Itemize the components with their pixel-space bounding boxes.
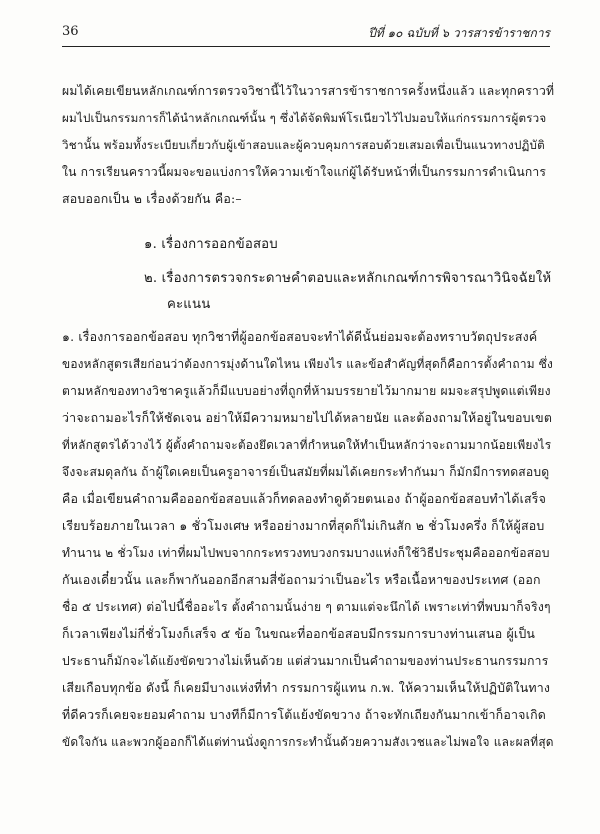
- paragraph-2-line: ของหลักสูตรเสียก่อนว่าต้องการมุ่งด้านใดไหน เพียงไร และข้อสำคัญที่สุดก็คือการตั้งคำถาม ซึ่ง: [62, 357, 553, 371]
- header-rule: [62, 46, 550, 47]
- paragraph-2-line: ก็เวลาเพียงไม่กี่ชั่วโมงก็เสร็จ ๕ ข้อ ในขณะที่ออกข้อสอบมีกรรมการบางท่านเสนอ ผู้เป็น: [62, 626, 536, 641]
- paragraph-2-line: เสียเกือบทุกข้อ ดังนี้ ก็เคยมีบางแห่งที่ทำ กรรมการผู้แทน ก.พ. ให้ความเห็นให้ปฏิบัติในทาง: [62, 680, 551, 695]
- paragraph-2-line: ๑. เรื่องการออกข้อสอบ ทุกวิชาที่ผู้ออกข้อสอบจะทำได้ดีนั้นย่อมจะต้องทราบวัตถุประสงค์: [62, 329, 538, 344]
- page-number: 36: [62, 24, 79, 39]
- paragraph-2-line: คือ เมื่อเขียนคำถามคือออกข้อสอบแล้วก็ทดลองทำดูด้วยตนเอง ถ้าผู้ออกข้อสอบทำได้เสร็จ: [62, 491, 547, 506]
- running-head: ปีที่ ๑๐ ฉบับที่ ๖ วารสารข้าราชการ: [368, 26, 550, 40]
- paragraph-2-line: เรียบร้อยภายในเวลา ๑ ชั่วโมงเศษ หรืออย่างมากที่สุดก็ไม่เกินสัก ๒ ชั่วโมงครึ่ง ก็ให้ผู้สอบ: [62, 518, 545, 533]
- paragraph-2-line: จึงจะสมดุลกัน ถ้าผู้ใดเคยเป็นครูอาจารย์เป็นสมัยที่ผมได้เคยกระทำกันมา ก็มักมีการทดสอบดู: [62, 465, 550, 479]
- paragraph-1-line: ผมได้เคยเขียนหลักเกณฑ์การตรวจวิชานี้ไว้ในวารสารข้าราชการครั้งหนึ่งแล้ว และทุกคราวที่: [62, 84, 555, 98]
- paragraph-1-line: สอบออกเป็น ๒ เรื่องด้วยกัน คือ:–: [62, 191, 242, 206]
- paragraph-1-line: วิชานั้น พร้อมทั้งระเบียบเกี่ยวกับผู้เข้าสอบและผู้ควบคุมการสอบด้วยเสมอเพื่อเป็นแนวทางปฏิบัติ: [62, 138, 545, 152]
- paragraph-2-line: กันเองเดี๋ยวนั้น และก็พากันออกอีกสามสี่ข้อถามว่าเป็นอะไร หรือเนื้อหาของประเทศ (ออก: [62, 572, 541, 587]
- paragraph-1-line: ผมไปเป็นกรรมการก็ได้นำหลักเกณฑ์นั้น ๆ ซึ่งได้จัดพิมพ์โรเนียวไว้ไปมอบให้แก่กรรมการผู้ตรวจ: [62, 111, 547, 125]
- paragraph-1-line: ใน การเรียนคราวนี้ผมจะขอแบ่งการให้ความเข้าใจแก่ผู้ได้รับหน้าที่เป็นกรรมการดำเนินการ: [62, 165, 547, 179]
- paragraph-2-line: ชื่อ ๕ ประเทศ) ต่อไปนี้ชื่ออะไร ตั้งคำถามนั้นง่าย ๆ ตามแต่จะนึกได้ เพราะเท่าที่พบมาก็จริงๆ: [62, 600, 551, 614]
- paragraph-2-line: ทำนาน ๒ ชั่วโมง เท่าที่ผมไปพบจากกระทรวงทบวงกรมบางแห่งก็ใช้วิธีประชุมคือออกข้อสอบ: [62, 546, 550, 560]
- page-header: [62, 24, 550, 46]
- topic-item-2: ๒. เรื่องการตรวจกระดาษคำตอบและหลักเกณฑ์การพิจารณาวินิจฉัยให้: [144, 271, 552, 286]
- paragraph-2-line: ตามหลักของทางวิชาครูแล้วก็มีแบบอย่างที่ถูกที่ห้ามบรรยายไว้มากมาย ผมจะสรุปพูดแต่เพียง: [62, 384, 551, 398]
- paragraph-2-line: ว่าจะถามอะไรก็ให้ชัดเจน อย่าให้มีความหมายไปได้หลายนัย และต้องถามให้อยู่ในขอบเขต: [62, 410, 553, 425]
- topic-item-2-continuation: คะแนน: [167, 297, 211, 312]
- topic-item-1: ๑. เรื่องการออกข้อสอบ: [144, 237, 278, 252]
- paragraph-2-line: ที่ดีควรก็เคยจะยอมคำถาม บางทีก็มีการโต้แย้งขัดขวาง ถ้าจะทักเถียงกันมากเข้าก็อาจเกิด: [62, 707, 547, 722]
- paragraph-2-line: ประธานก็มักจะได้แย้งขัดขวางไม่เห็นด้วย แต่ส่วนมากเป็นคำถามของท่านประธานกรรมการ: [62, 654, 549, 668]
- paragraph-2-line: ขัดใจกัน และพวกผู้ออกก็ได้แต่ท่านนั่งดูการกระทำนั้นด้วยความสังเวชและไม่พอใจ และผลที่สุด: [62, 735, 554, 749]
- paragraph-2-line: ที่หลักสูตรได้วางไว้ ผู้ตั้งคำถามจะต้องยึดเวลาที่กำหนดให้ทำเป็นหลักว่าจะถามมากน้อยเพียงไร: [62, 438, 552, 452]
